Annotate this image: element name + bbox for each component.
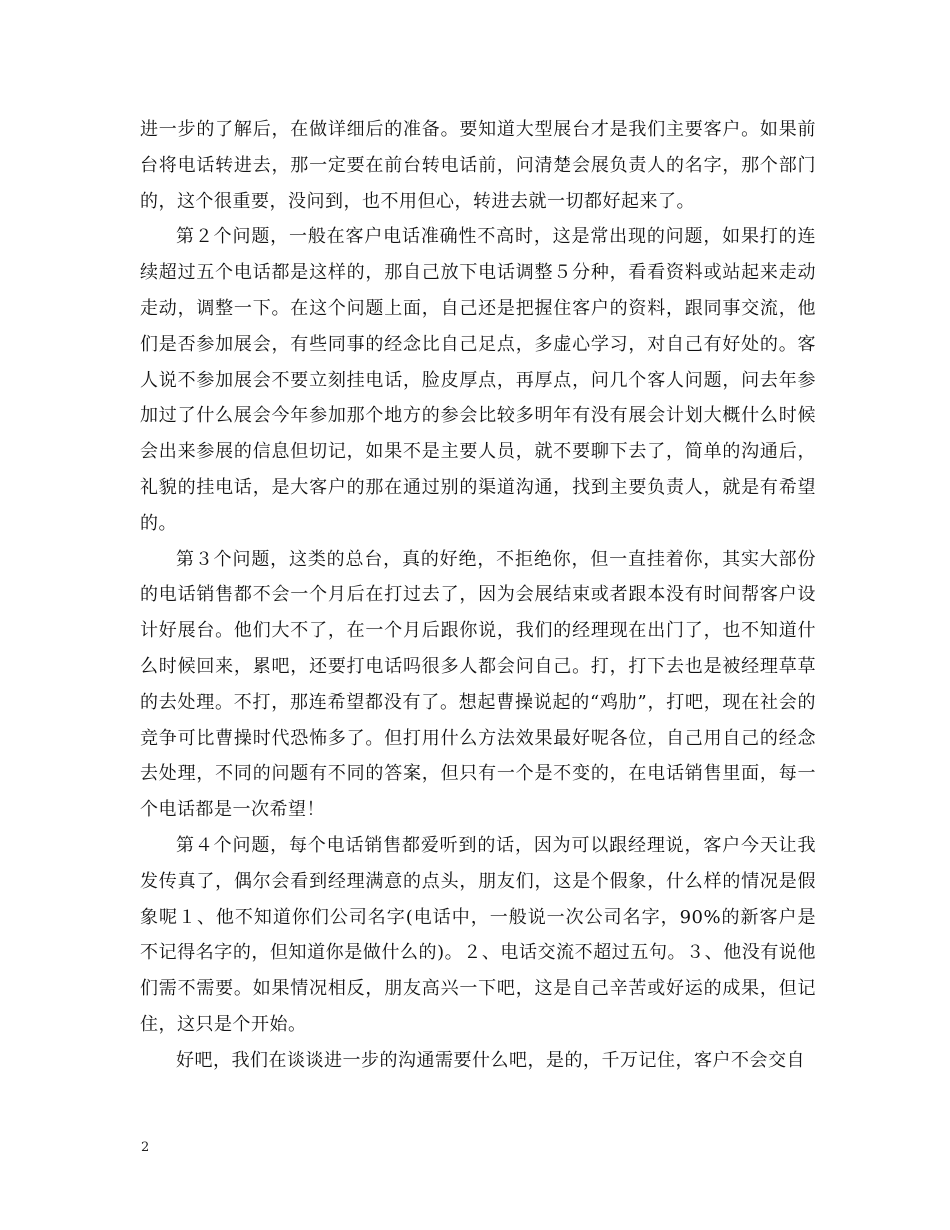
page-number: 2 bbox=[141, 1140, 150, 1155]
paragraph-4: 第４个问题，每个电话销售都爱听到的话，因为可以跟经理说，客户今天让我发传真了，偶尔会看到经理满意的点头，朋友们，这是个假象，什么样的情况是假象呢１、他不知道你们公司名字(电话中，一般说一次公司名字，90%的新客户是不记得名字的，但知道你是做什么的)。２、电话交流不超过五句。３、他没有说他们需不需要。如果情况相反，朋友高兴一下吧，这是自己辛苦或好运的成果，但记住，这只是个开始。 bbox=[140, 834, 816, 1035]
body-text bbox=[140, 112, 816, 1079]
paragraph-2: 第２个问题，一般在客户电话准确性不高时，这是常出现的问题，如果打的连续超过五个电话都是这样的，那自己放下电话调整５分种，看看资料或站起来走动走动，调整一下。在这个问题上面，自己还是把握住客户的资料，跟同事交流，他们是否参加展会，有些同事的经念比自己足点，多虚心学习，对自己有好处的。客人说不参加展会不要立刻挂电话，脸皮厚点，再厚点，问几个客人问题，问去年参加过了什么展会今年参加那个地方的参会比较多明年有没有展会计划大概什么时候会出来参展的信息但切记，如果不是主要人员，就不要聊下去了，简单的沟通后，礼貌的挂电话，是大客户的那在通过别的渠道沟通，找到主要负责人，就是有希望的。 bbox=[140, 226, 816, 534]
paragraph-3: 第３个问题，这类的总台，真的好绝，不拒绝你，但一直挂着你，其实大部份的电话销售都不会一个月后在打过去了，因为会展结束或者跟本没有时间帮客户设计好展台。他们大不了，在一个月后跟你说，我们的经理现在出门了，也不知道什么时候回来，累吧，还要打电话吗很多人都会问自己。打，打下去也是被经理草草的去处理。不打，那连希望都没有了。想起曹操说起的“鸡肋”，打吧，现在社会的竞争可比曹操时代恐怖多了。但打用什么方法效果最好呢各位，自己用自己的经念去处理，不同的问题有不同的答案，但只有一个是不变的，在电话销售里面，每一个电话都是一次希望！ bbox=[140, 548, 816, 821]
paragraph-5: 好吧，我们在谈谈进一步的沟通需要什么吧，是的，千万记住，客户不会交自 bbox=[176, 1049, 805, 1071]
paragraph-1: 进一步的了解后，在做详细后的准备。要知道大型展台才是我们主要客户。如果前台将电话转进去，那一定要在前台转电话前，问清楚会展负责人的名字，那个部门的，这个很重要，没问到，也不用但心，转进去就一切都好起来了。 bbox=[140, 119, 816, 212]
